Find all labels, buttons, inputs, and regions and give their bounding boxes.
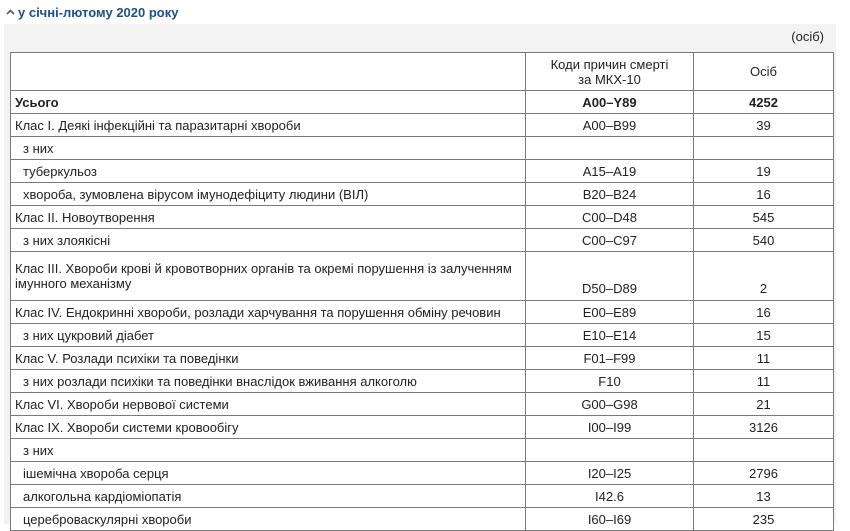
row-name: Усього (11, 91, 526, 114)
row-code: C00–C97 (526, 229, 694, 252)
row-value: 2 (694, 252, 834, 301)
table-row (11, 137, 834, 160)
table-row (11, 114, 834, 137)
row-value: 39 (694, 114, 834, 137)
row-value: 235 (694, 508, 834, 531)
row-code: A00–Y89 (526, 91, 694, 114)
row-value: 2796 (694, 462, 834, 485)
row-value: 545 (694, 206, 834, 229)
header-cell-persons: Осіб (694, 53, 834, 91)
table-row (11, 370, 834, 393)
row-code: I00–I99 (526, 416, 694, 439)
row-name: Клас IV. Ендокринні хвороби, розлади харчування та порушення обміну речовин (11, 301, 526, 324)
row-code (526, 137, 694, 160)
row-name: Клас VI. Хвороби нервової системи (11, 393, 526, 416)
table-row (11, 416, 834, 439)
row-code: G00–G98 (526, 393, 694, 416)
row-code: C00–D48 (526, 206, 694, 229)
table-row (11, 324, 834, 347)
row-name: Клас III. Хвороби крові й кровотворних органів та окремі порушення із залученням імунного механізму (11, 252, 526, 301)
row-code: I60–I69 (526, 508, 694, 531)
row-name: Клас IX. Хвороби системи кровообігу (11, 416, 526, 439)
table-row (11, 485, 834, 508)
row-value: 21 (694, 393, 834, 416)
row-code: A00–B99 (526, 114, 694, 137)
row-value (694, 137, 834, 160)
row-name: з них розлади психіки та поведінки внаслідок вживання алкоголю (11, 370, 526, 393)
table-row (11, 160, 834, 183)
row-code: A15–A19 (526, 160, 694, 183)
row-name: з них злоякісні (11, 229, 526, 252)
row-value: 15 (694, 324, 834, 347)
table-row (11, 252, 834, 301)
table-row (11, 91, 834, 114)
row-value: 19 (694, 160, 834, 183)
chevron-up-icon[interactable] (2, 9, 18, 15)
row-name: ішемічна хвороба серця (11, 462, 526, 485)
table-row (11, 508, 834, 531)
row-name: з них (11, 137, 526, 160)
table-row (11, 183, 834, 206)
row-value: 3126 (694, 416, 834, 439)
row-value: 16 (694, 183, 834, 206)
row-code: I42.6 (526, 485, 694, 508)
table-header-row (11, 53, 834, 91)
row-value: 540 (694, 229, 834, 252)
row-code: B20–B24 (526, 183, 694, 206)
table-row (11, 347, 834, 370)
row-code (526, 439, 694, 462)
table-row (11, 462, 834, 485)
table-row (11, 301, 834, 324)
row-value: 4252 (694, 91, 834, 114)
table-row (11, 229, 834, 252)
row-name: хвороба, зумовлена вірусом імунодефіциту людини (ВІЛ) (11, 183, 526, 206)
row-name: цереброваскулярні хвороби (11, 508, 526, 531)
row-code: F01–F99 (526, 347, 694, 370)
row-name: Клас II. Новоутворення (11, 206, 526, 229)
row-name: туберкульоз (11, 160, 526, 183)
section-title[interactable]: у січні-лютому 2020 року (18, 4, 179, 20)
mortality-table (10, 52, 834, 531)
row-code: D50–D89 (526, 252, 694, 301)
row-name: Клас V. Розлади психіки та поведінки (11, 347, 526, 370)
row-value: 11 (694, 347, 834, 370)
table-row (11, 393, 834, 416)
row-code: F10 (526, 370, 694, 393)
row-code: I20–I25 (526, 462, 694, 485)
row-name: з них цукровий діабет (11, 324, 526, 347)
content-panel (4, 24, 836, 527)
row-value: 16 (694, 301, 834, 324)
table-row (11, 439, 834, 462)
row-value: 11 (694, 370, 834, 393)
row-name: алкогольна кардіоміопатія (11, 485, 526, 508)
header-cell-empty (11, 53, 526, 91)
row-name: з них (11, 439, 526, 462)
unit-label: (осіб) (791, 29, 824, 44)
table-row (11, 206, 834, 229)
row-value (694, 439, 834, 462)
row-code: E10–E14 (526, 324, 694, 347)
collapsible-header[interactable] (0, 0, 850, 24)
row-name: Клас I. Деякі інфекційні та паразитарні хвороби (11, 114, 526, 137)
header-cell-codes (526, 53, 694, 91)
row-code: E00–E89 (526, 301, 694, 324)
row-value: 13 (694, 485, 834, 508)
header-codes-label: Коди причин смерті за МКХ-10 (550, 56, 669, 87)
